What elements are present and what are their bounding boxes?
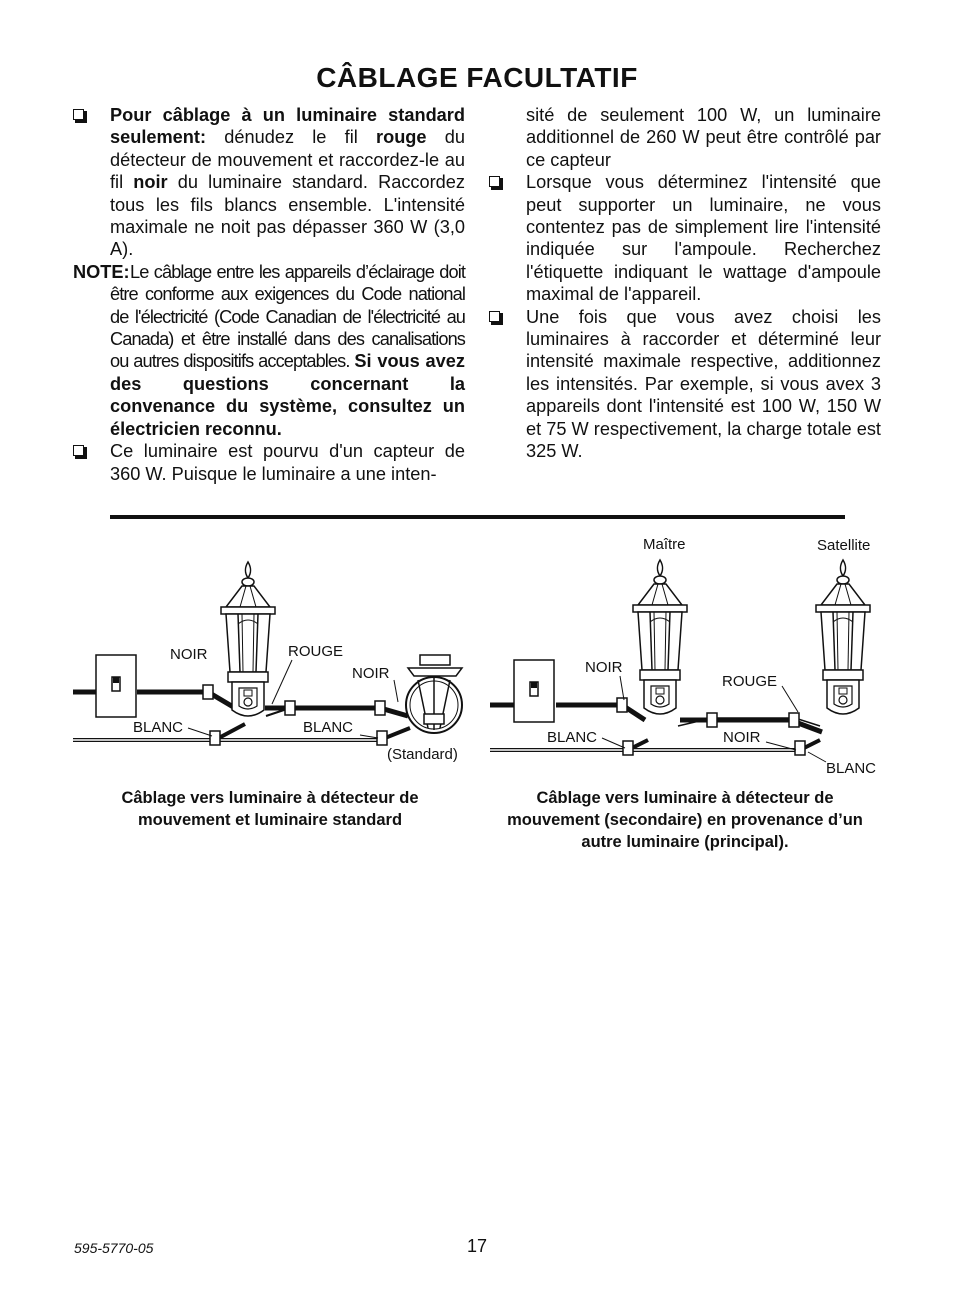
document-code: 595-5770-05 [74,1240,154,1256]
label-noir-1: NOIR [170,646,208,663]
text-run: dénudez le fil [206,127,376,148]
note-bold-text: Si vous avez des questions concernant la convenance du système, consultez un électricien reconnu. [110,351,466,439]
caption-left: Câblage vers luminaire à détecteur de mouvement et luminaire standard [121,789,419,829]
label-satellite: Satellite [817,537,871,554]
label-noir-2: NOIR [723,729,761,746]
paragraph-lead: Pour câblage à un luminaire standard seulement: [110,105,465,148]
text-run: du détecteur de mouvement et raccordez-le au fil [110,127,465,193]
motion-lantern-icon [221,562,275,716]
emphasis-rouge: rouge [376,127,427,148]
text-run: du luminaire standard. Raccordez tous les fils blancs ensemble. L'intensité maximale ne noit pas dépasser 360 W (3,0 A). [110,172,465,260]
satellite-lantern-icon [816,560,870,714]
wall-switch-icon [514,660,554,722]
standard-fixture-icon [406,655,462,733]
note-text: Le câblage entre les appareils d’éclairage doit être conforme aux exigences du Code national de l'électricité (Code Canadian de l'électricité au Canada) et être installé dans des canalisations ou autres dispositifs acceptables. [110,261,465,372]
text-run: Une fois que vous avez choisi les luminaires à raccorder et déterminé leur intensité maximale respective, additionnez les intensités. Par exemple, si vous avex 3 appareils dont l'intensité est 100 W, 150 W et 75 W respectivement, la charge totale est 325 W. [526,306,881,462]
page-title: CÂBLAGE FACULTATIF [316,62,638,93]
caption-right: Câblage vers luminaire à détecteur de mouvement (secondaire) en provenance d’un autre luminaire (principal). [507,789,863,851]
text-run: Lorsque vous déterminez l'intensité que peut supporter un luminaire, ne vous contentez pas de simplement lire l'intensité indiquée sur l'ampoule. Recherchez l'étiquette indiquant le wattage d'ampoule maximal de l'appareil. [526,172,881,305]
label-noir-1: NOIR [585,659,623,676]
label-blanc-2: BLANC [303,719,354,736]
label-rouge: ROUGE [722,673,778,690]
diagram-left [73,562,462,763]
wire-noir [137,692,235,708]
paragraph-capacity-cont: sité de seulement 100 W, un luminaire additionnel de 260 W peut être contrôlé par ce capteur [526,105,881,170]
master-lantern-icon [633,560,687,714]
label-standard: (Standard) [387,746,458,763]
label-noir-2: NOIR [352,665,390,682]
emphasis-noir: noir [133,172,168,193]
label-rouge: ROUGE [288,643,344,660]
text-run: Ce luminaire est pourvu d'un capteur de 360 W. Puisque le luminaire a une inten- [110,441,465,484]
diagram-right [490,536,876,777]
label-blanc-2: BLANC [826,760,877,777]
label-maitre: Maître [643,536,686,553]
note-label: NOTE: [73,261,130,282]
page-number: 17 [466,1236,488,1256]
wall-switch-icon [96,655,136,717]
label-blanc-1: BLANC [547,729,598,746]
label-blanc-1: BLANC [133,719,184,736]
